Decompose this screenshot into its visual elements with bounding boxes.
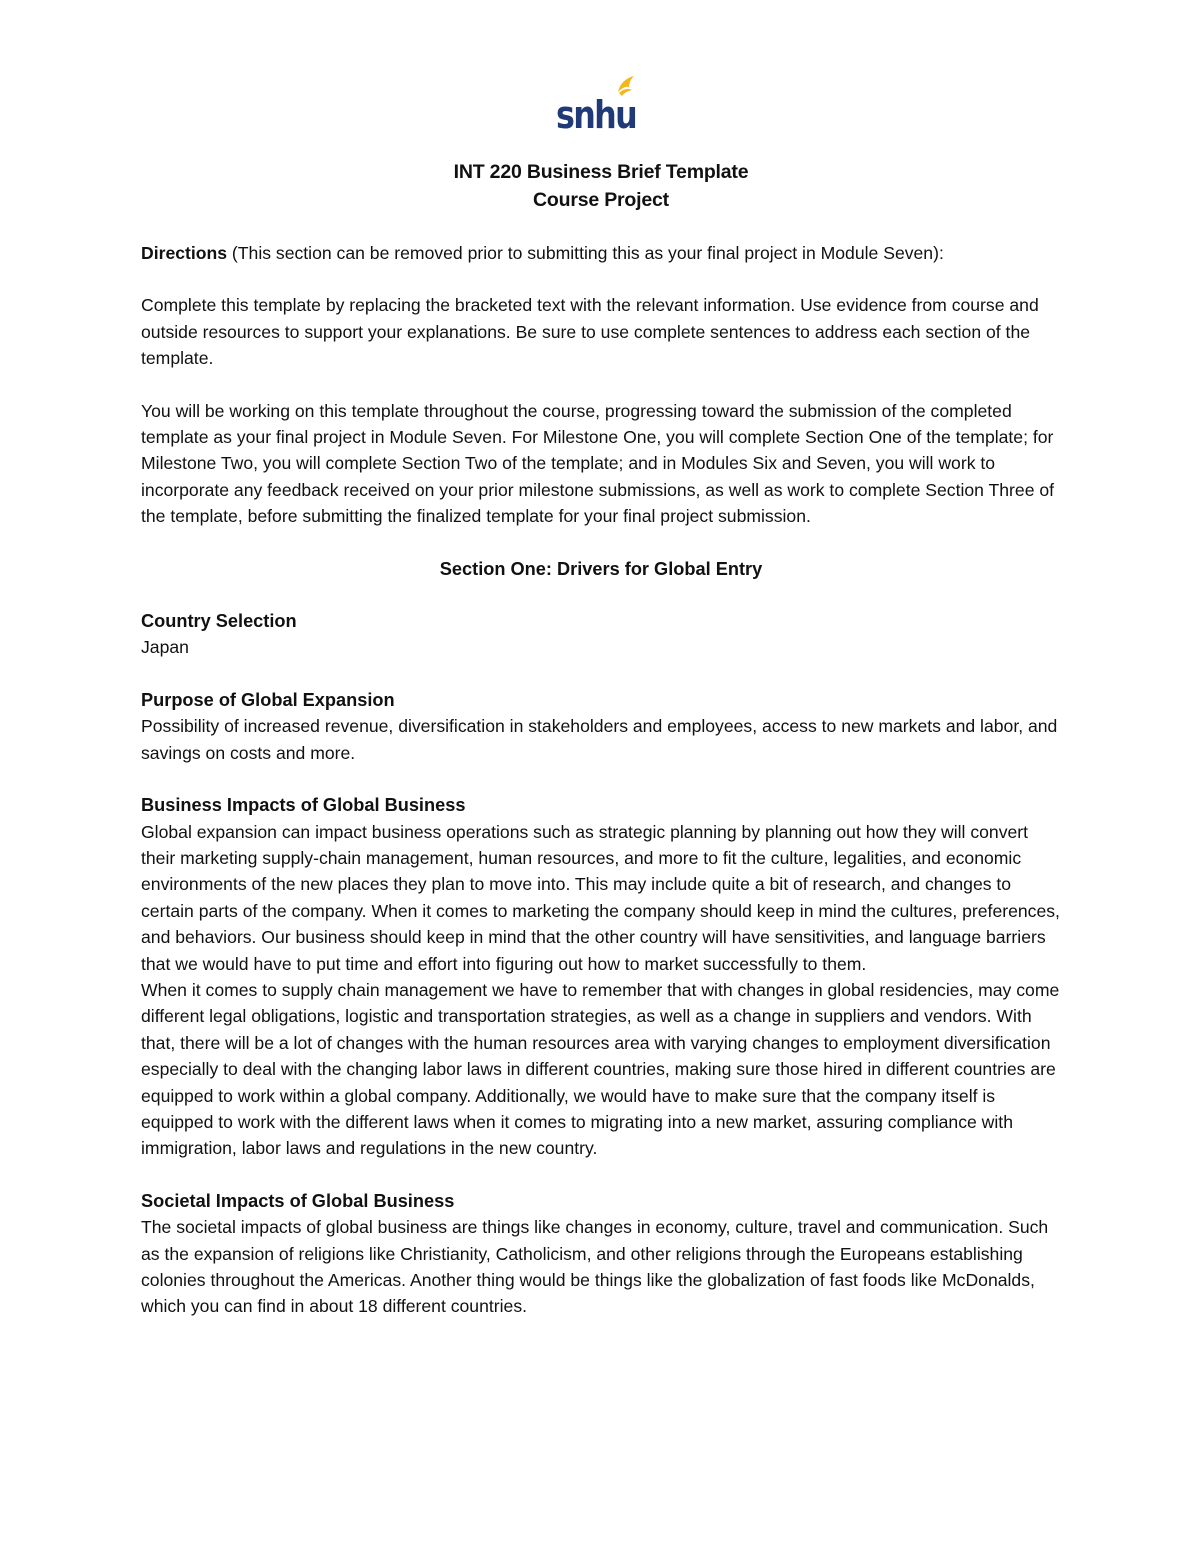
title-line-2: Course Project [533, 189, 669, 211]
directions-paragraph-2: You will be working on this template throughout the course, progressing toward the submission of the completed template as your final project in Module Seven. For Milestone One, you will complete Section One of the template; for Milestone Two, you will complete Section Two of the template; and in Modules Six and Seven, you will work to incorporate any feedback received on your prior milestone submissions, as well as work to complete Section Three of the template, before submitting the finalized template for your final project submission. [141, 400, 1055, 527]
business-impacts-paragraph-2: When it comes to supply chain management we have to remember that with changes in global residencies, may come different legal obligations, logistic and transportation strategies, as well as a change in suppliers and vendors. With that, there will be a lot of changes with the human resources area with varying changes to employment diversification especially to deal with the changing labor laws in different countries, making sure those hired in different countries are equipped to work within a global company. Additionally, we would have to make sure that the company itself is equipped to work with the different laws when it comes to migrating into a new market, assuring compliance with immigration, labor laws and regulations in the new country. [141, 979, 1060, 1159]
svg-text:snhu: snhu [556, 93, 636, 137]
directions-paragraph-1: Complete this template by replacing the bracketed text with the relevant information. Use evidence from course and outside resources to support your explanations. Be sure to use complete sentences to address each section of the template. [141, 295, 1039, 369]
title-line-1: INT 220 Business Brief Template [453, 161, 749, 183]
societal-impacts-text: The societal impacts of global business are things like changes in economy, culture, travel and communication. Such as the expansion of religions like Christianity, Catholicism, and other religions through the Europeans establishing colonies throughout the Americas. Another thing would be things like the globalization of fast foods like McDonalds, which you can find in about 18 different countries. [141, 1217, 1049, 1317]
document-body [141, 158, 1061, 1320]
snhu-logo-graphic [556, 74, 640, 137]
business-impacts-section [141, 792, 1061, 1162]
directions-line [141, 240, 1061, 266]
societal-impacts-section [141, 1188, 1061, 1320]
document-title [141, 158, 1061, 214]
societal-impacts-heading: Societal Impacts of Global Business [141, 1190, 455, 1211]
country-selection-section [141, 608, 1061, 661]
business-impacts-heading: Business Impacts of Global Business [141, 795, 466, 816]
business-impacts-paragraph-1: Global expansion can impact business operations such as strategic planning by planning out how they will convert their marketing supply-chain management, human resources, and more to fit the culture, legalities, and economic environments of the new places they plan to move into. This may include quite a bit of research, and changes to certain parts of the company. When it comes to marketing the company should keep in mind the cultures, preferences, and behaviors. Our business should keep in mind that the other country will have sensitivities, and language barriers that we would have to put time and effort into figuring out how to market successfully to them. [141, 821, 1060, 974]
country-selection-text: Japan [141, 637, 189, 658]
snhu-logo [556, 74, 640, 137]
purpose-heading: Purpose of Global Expansion [141, 689, 395, 710]
directions-note: (This section can be removed prior to submitting this as your final project in Module Seven): [227, 243, 944, 263]
country-selection-heading: Country Selection [141, 611, 297, 632]
purpose-text: Possibility of increased revenue, diversification in stakeholders and employees, access to new markets and labor, and savings on costs and more. [141, 716, 1058, 763]
section-one-heading: Section One: Drivers for Global Entry [439, 558, 763, 579]
purpose-section [141, 687, 1061, 766]
directions-label: Directions [141, 243, 228, 263]
